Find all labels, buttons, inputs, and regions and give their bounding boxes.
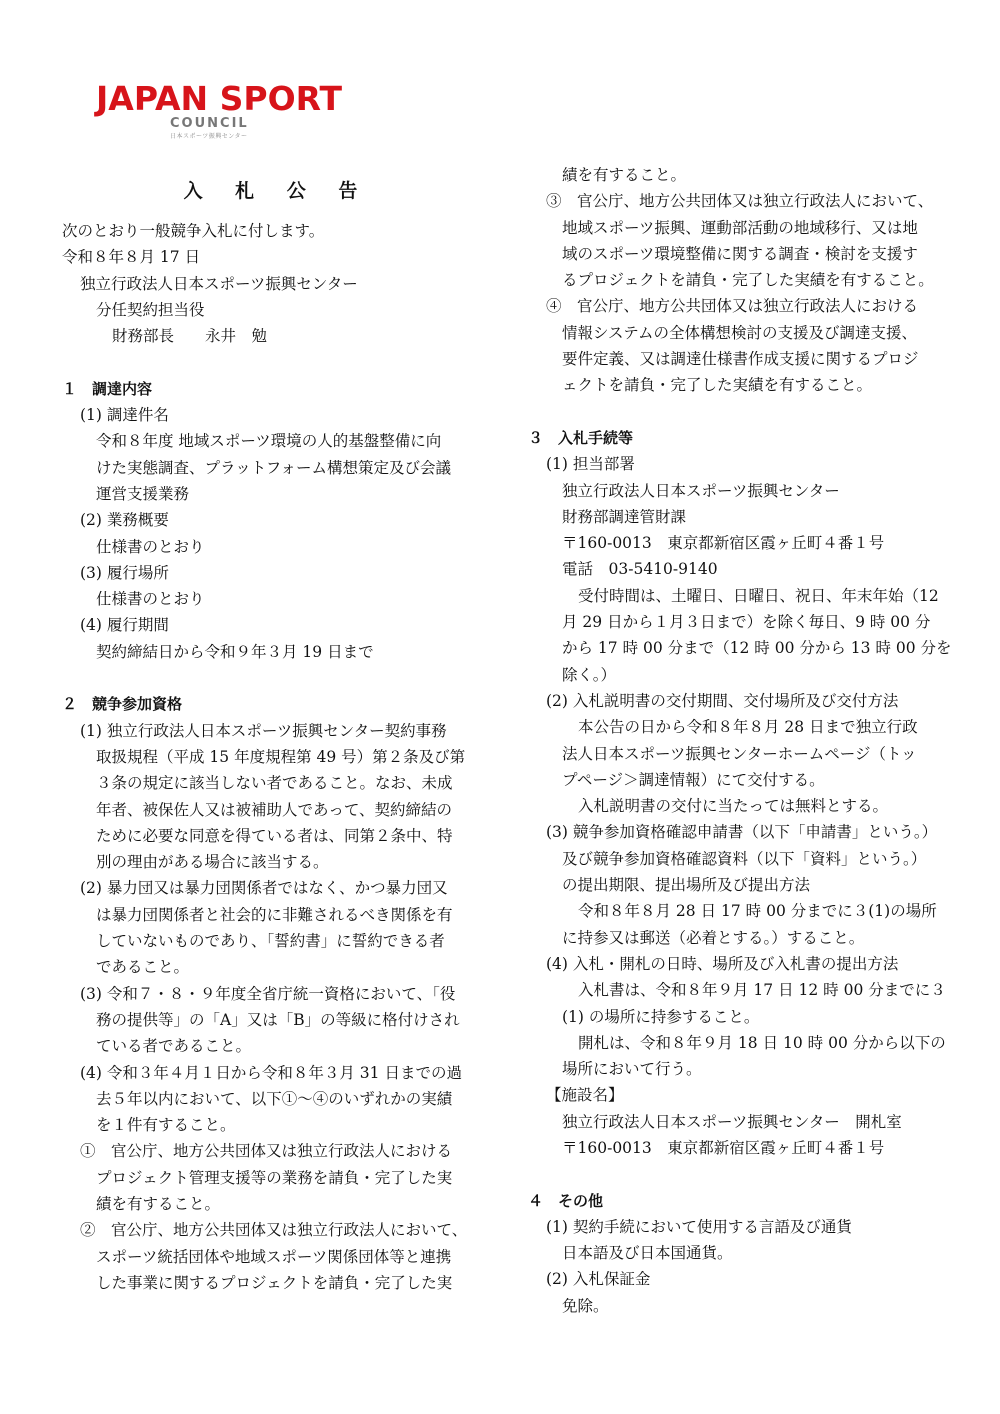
text-line: (2) 入札保証金 bbox=[546, 1270, 651, 1289]
logo-wordmark: JAPAN SPORT bbox=[96, 79, 343, 118]
text-line: は暴力団関係者と社会的に非難されるべき関係を有 bbox=[96, 905, 453, 924]
text-line: を１件有すること。 bbox=[96, 1116, 236, 1135]
text-line: 年者、被保佐人又は被補助人であって、契約締結の bbox=[96, 800, 453, 819]
text-line: 〒160-0013 東京都新宿区霞ヶ丘町４番１号 bbox=[562, 534, 885, 553]
text-line: であること。 bbox=[96, 958, 190, 977]
text-line: プロジェクト管理支援等の業務を請負・完了した実 bbox=[96, 1168, 453, 1187]
jsc-logo bbox=[96, 79, 346, 141]
text-line: (3) 令和７・８・９年度全省庁統一資格において、「役 bbox=[80, 984, 456, 1003]
text-line: (1) 調達件名 bbox=[80, 406, 169, 425]
text-line: 【施設名】 bbox=[546, 1086, 624, 1105]
text-line: (3) 競争参加資格確認申請書（以下「申請書」という。） bbox=[546, 823, 938, 842]
blank-line bbox=[528, 1161, 948, 1187]
text-line: 令和８年８月 17 日 bbox=[62, 248, 201, 267]
text-line: 財務部長 永井 勉 bbox=[112, 327, 268, 346]
text-line: 免除。 bbox=[562, 1296, 609, 1315]
text-line: 月 29 日から１月３日まで）を除く毎日、9 時 00 分 bbox=[562, 613, 931, 632]
text-line: 地域スポーツ振興、運動部活動の地域移行、又は地 bbox=[562, 218, 918, 237]
text-line: 令和８年８月 28 日 17 時 00 分までに３(1)の場所 bbox=[578, 902, 937, 921]
text-line: 取扱規程（平成 15 年度規程第 49 号）第２条及び第 bbox=[96, 747, 466, 766]
text-line: ③ 官公庁、地方公共団体又は独立行政法人において、 bbox=[546, 192, 934, 211]
blank-line bbox=[62, 349, 492, 375]
text-line: 仕様書のとおり bbox=[96, 537, 205, 556]
text-line: (2) 業務概要 bbox=[80, 511, 169, 530]
text-line: に持参又は郵送（必着とする。）すること。 bbox=[562, 928, 865, 947]
text-line: 情報システムの全体構想検討の支援及び調達支援、 bbox=[562, 323, 917, 342]
text-line: 本公告の日から令和８年８月 28 日まで独立行政 bbox=[578, 718, 918, 737]
text-line: 契約締結日から令和９年３月 19 日まで bbox=[96, 642, 374, 661]
text-line: していないものであり、「誓約書」に誓約できる者 bbox=[96, 932, 445, 951]
text-line: 受付時間は、土曜日、日曜日、祝日、年末年始（12 bbox=[578, 586, 939, 605]
right-column-body bbox=[528, 162, 952, 1319]
section-heading: １ 調達内容 bbox=[62, 379, 153, 398]
page-title: 入 札 公 告 bbox=[183, 180, 371, 202]
text-line: 績を有すること。 bbox=[96, 1194, 221, 1213]
text-line: (4) 入札・開札の日時、場所及び入札書の提出方法 bbox=[546, 954, 899, 973]
section-heading: ４ その他 bbox=[528, 1191, 604, 1210]
text-line: (1) 担当部署 bbox=[546, 455, 635, 474]
text-line: 独立行政法人日本スポーツ振興センター 開札室 bbox=[562, 1112, 902, 1131]
text-line: 除く。） bbox=[562, 665, 616, 684]
left-column-body bbox=[62, 218, 492, 1296]
text-line: 仕様書のとおり bbox=[96, 590, 205, 609]
blank-line bbox=[62, 665, 492, 691]
text-line: 令和８年度 地域スポーツ環境の人的基盤整備に向 bbox=[96, 432, 442, 451]
text-line: (2) 入札説明書の交付期間、交付場所及び交付方法 bbox=[546, 691, 899, 710]
text-line: ④ 官公庁、地方公共団体又は独立行政法人における bbox=[546, 297, 919, 316]
text-line: ている者であること。 bbox=[96, 1037, 252, 1056]
text-line: (1) の場所に持参すること。 bbox=[562, 1007, 760, 1026]
text-line: 財務部調達管財課 bbox=[562, 507, 687, 526]
text-line: ① 官公庁、地方公共団体又は独立行政法人における bbox=[80, 1142, 453, 1161]
text-line: 電話 03-5410-9140 bbox=[562, 560, 718, 579]
text-line: (1) 独立行政法人日本スポーツ振興センター契約事務 bbox=[80, 721, 447, 740]
text-line: 日本語及び日本国通貨。 bbox=[562, 1244, 733, 1263]
text-line: 分任契約担当役 bbox=[96, 300, 205, 319]
text-line: るプロジェクトを請負・完了した実績を有すること。 bbox=[562, 271, 934, 290]
text-line: ② 官公庁、地方公共団体又は独立行政法人において、 bbox=[80, 1221, 468, 1240]
text-line: 及び競争参加資格確認資料（以下「資料」という。） bbox=[562, 849, 927, 868]
text-line: 運営支援業務 bbox=[96, 484, 190, 503]
text-line: 場所において行う。 bbox=[562, 1060, 702, 1079]
text-line: (4) 令和３年４月１日から令和８年３月 31 日までの過 bbox=[80, 1063, 462, 1082]
text-line: スポーツ統括団体や地域スポーツ関係団体等と連携 bbox=[96, 1247, 452, 1266]
text-line: 開札は、令和８年９月 18 日 10 時 00 分から以下の bbox=[578, 1033, 946, 1052]
text-line: (1) 契約手続において使用する言語及び通貨 bbox=[546, 1217, 852, 1236]
text-line: ３条の規定に該当しない者であること。なお、未成 bbox=[96, 774, 453, 793]
logo-council: COUNCIL bbox=[170, 116, 249, 131]
text-line: 要件定義、又は調達仕様書作成支援に関するプロジ bbox=[562, 350, 919, 369]
text-line: 績を有すること。 bbox=[562, 166, 687, 184]
text-line: ために必要な同意を得ている者は、同第２条中、特 bbox=[96, 826, 453, 845]
text-line: (4) 履行期間 bbox=[80, 616, 169, 635]
text-line: の提出期限、提出場所及び提出方法 bbox=[562, 876, 811, 895]
text-line: 入札説明書の交付に当たっては無料とする。 bbox=[578, 797, 889, 816]
text-line: 域のスポーツ環境整備に関する調査・検討を支援す bbox=[562, 244, 918, 263]
text-line: 独立行政法人日本スポーツ振興センター bbox=[562, 481, 840, 500]
blank-line bbox=[528, 399, 948, 425]
text-line: ェクトを請負・完了した実績を有すること。 bbox=[562, 376, 873, 395]
text-line: 去５年以内において、以下①～④のいずれかの実績 bbox=[96, 1089, 453, 1108]
text-line: けた実態調査、プラットフォーム構想策定及び会議 bbox=[96, 458, 451, 477]
text-line: (2) 暴力団又は暴力団関係者ではなく、かつ暴力団又 bbox=[80, 879, 448, 898]
text-line: 別の理由がある場合に該当する。 bbox=[96, 853, 329, 872]
text-line: 〒160-0013 東京都新宿区霞ヶ丘町４番１号 bbox=[562, 1138, 885, 1157]
section-heading: ２ 競争参加資格 bbox=[62, 695, 183, 714]
text-line: 次のとおり一般競争入札に付します。 bbox=[62, 222, 325, 240]
text-line: 独立行政法人日本スポーツ振興センター bbox=[80, 274, 358, 293]
text-line: 務の提供等」の「A」又は「B」の等級に格付けされ bbox=[96, 1010, 460, 1029]
text-line: 入札書は、令和８年９月 17 日 12 時 00 分までに３ bbox=[578, 981, 946, 1000]
logo-japanese-name: 日本スポーツ振興センター bbox=[170, 133, 248, 140]
right-column bbox=[528, 162, 952, 1319]
left-column bbox=[62, 176, 492, 1296]
text-line: した事業に関するプロジェクトを請負・完了した実 bbox=[96, 1273, 453, 1292]
text-line: (3) 履行場所 bbox=[80, 563, 169, 582]
text-line: から 17 時 00 分まで（12 時 00 分から 13 時 00 分を bbox=[562, 639, 952, 658]
text-line: プページ＞調達情報）にて交付する。 bbox=[562, 770, 825, 789]
text-line: 法人日本スポーツ振興センターホームページ（トッ bbox=[562, 744, 917, 763]
section-heading: ３ 入札手続等 bbox=[528, 428, 634, 447]
